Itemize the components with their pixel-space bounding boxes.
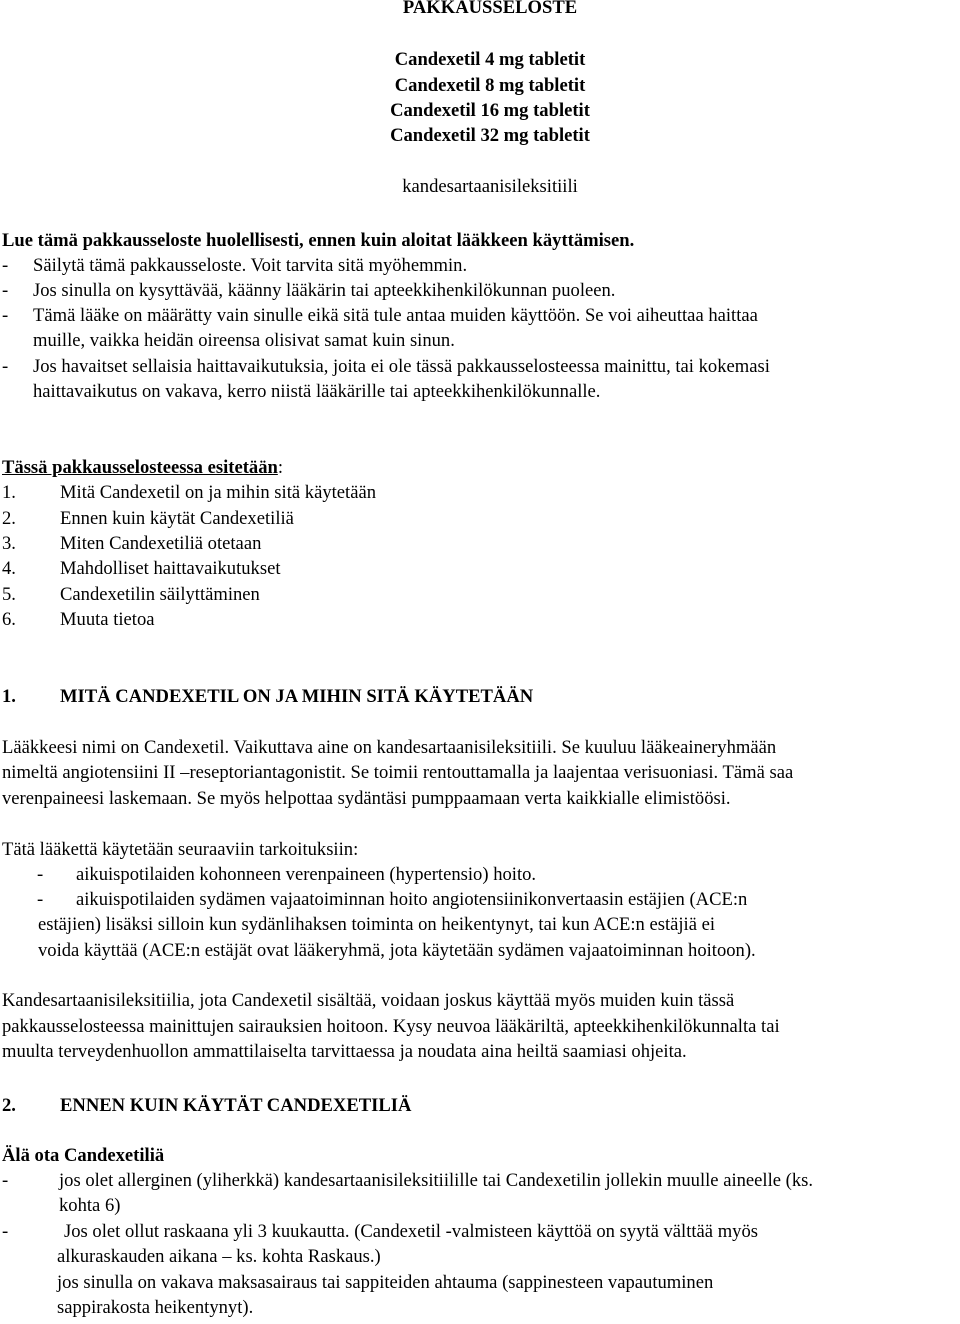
contraindication-1-cont: kohta 6) [59, 1195, 121, 1216]
intro-bullet-1-text: Säilytä tämä pakkausseloste. Voit tarvita sitä myöhemmin. [33, 255, 468, 276]
intro-heading: Lue tämä pakkausseloste huolellisesti, ennen kuin aloitat lääkkeen käyttämisen. [2, 230, 635, 251]
bullet-dash: - [37, 889, 44, 910]
bullet-dash: - [2, 356, 9, 377]
section-1-para-1-line-1: Lääkkeesi nimi on Candexetil. Vaikuttava aine on kandesartaanisileksitiili. Se kuuluu lääkeaineryhmään [2, 737, 777, 758]
intro-bullet-3 [2, 305, 758, 327]
contraindication-3: jos sinulla on vakava maksasairaus tai sappiteiden ahtauma (sappinesteen vapautuminen [57, 1272, 714, 1293]
toc-item-number: 2. [2, 508, 16, 529]
bullet-dash: - [2, 1221, 9, 1242]
section-1-para-1-line-2: nimeltä angiotensiini II –reseptoriantagonistit. Se toimii rentouttamalla ja laajentaa verisuoniasi. Tämä saa [2, 762, 794, 783]
intro-bullet-4-cont: haittavaikutus on vakava, kerro niistä lääkärille tai apteekkihenkilökunnalle. [33, 381, 601, 402]
product-name-32mg: Candexetil 32 mg tabletit [390, 125, 590, 146]
use-item-1-text: aikuispotilaiden kohonneen verenpaineen (hypertensio) hoito. [76, 864, 537, 885]
contraindications-heading: Älä ota Candexetiliä [2, 1145, 165, 1166]
toc-item [2, 558, 281, 580]
toc-item [2, 533, 261, 555]
document-title: PAKKAUSSELOSTE [402, 0, 578, 18]
product-name-16mg: Candexetil 16 mg tabletit [390, 100, 590, 121]
intro-bullet-2 [2, 280, 615, 302]
section-2-heading [2, 1095, 411, 1117]
bullet-dash: - [2, 1170, 9, 1191]
intro-bullet-1 [2, 255, 467, 277]
section-1-para-2: Tätä lääkettä käytetään seuraaviin tarkoituksiin: [2, 839, 359, 860]
toc-item-text: Candexetilin säilyttäminen [60, 584, 260, 605]
product-name-4mg: Candexetil 4 mg tabletit [394, 49, 586, 70]
toc-item [2, 584, 260, 606]
toc-item-text: Mitä Candexetil on ja mihin sitä käytetään [60, 482, 377, 503]
toc-item-number: 6. [2, 609, 16, 630]
section-2-title: ENNEN KUIN KÄYTÄT CANDEXETILIÄ [60, 1095, 412, 1116]
contraindication-2-text: Jos olet ollut raskaana yli 3 kuukautta. (Candexetil -valmisteen käyttöä on syytä välttää myös [64, 1221, 758, 1242]
toc-item-text: Ennen kuin käytät Candexetiliä [60, 508, 294, 529]
toc-item-number: 5. [2, 584, 16, 605]
section-1-heading [2, 686, 533, 708]
toc-heading-text: Tässä pakkausselosteessa esitetään [2, 457, 278, 478]
toc-item-number: 4. [2, 558, 16, 579]
bullet-dash: - [2, 305, 9, 326]
contraindication-1-text: jos olet allerginen (yliherkkä) kandesartaanisileksitiilille tai Candexetilin jollekin muulle aineelle (ks. [59, 1170, 814, 1191]
section-1-title: MITÄ CANDEXETIL ON JA MIHIN SITÄ KÄYTETÄÄN [60, 686, 534, 707]
intro-bullet-2-text: Jos sinulla on kysyttävää, käänny lääkärin tai apteekkihenkilökunnan puoleen. [33, 280, 616, 301]
toc-item [2, 482, 376, 504]
contraindication-3-cont: sappirakosta heikentynyt). [57, 1297, 254, 1318]
bullet-dash: - [2, 280, 9, 301]
use-item-2 [37, 889, 747, 911]
bullet-dash: - [2, 255, 9, 276]
section-1-number: 1. [2, 686, 16, 707]
active-substance: kandesartaanisileksitiili [402, 176, 578, 197]
product-name-8mg: Candexetil 8 mg tabletit [394, 75, 586, 96]
use-item-2-cont-2: voida käyttää (ACE:n estäjät ovat lääkeryhmä, jota käytetään sydämen vajaatoiminnan hoitoon). [38, 940, 756, 961]
toc-item-text: Miten Candexetiliä otetaan [60, 533, 262, 554]
use-item-2-cont-1: estäjien) lisäksi silloin kun sydänlihaksen toiminta on heikentynyt, tai kun ACE:n estäjiä ei [38, 914, 716, 935]
intro-bullet-3-cont: muille, vaikka heidän oireensa olisivat samat kuin sinun. [33, 330, 455, 351]
toc-item [2, 609, 155, 631]
section-1-para-1-line-3: verenpaineesi laskemaan. Se myös helpottaa sydäntäsi pumppaamaan verta kaikkialle elimistöösi. [2, 788, 731, 809]
toc-item-number: 1. [2, 482, 16, 503]
intro-bullet-3-text: Tämä lääke on määrätty vain sinulle eikä sitä tule antaa muiden käyttöön. Se voi aiheuttaa haittaa [33, 305, 758, 326]
intro-bullet-4-text: Jos havaitset sellaisia haittavaikutuksia, joita ei ole tässä pakkausselosteessa mainittu, tai kokemasi [33, 356, 770, 377]
contraindication-2-cont: alkuraskauden aikana – ks. kohta Raskaus.) [57, 1246, 381, 1267]
use-item-2-text: aikuispotilaiden sydämen vajaatoiminnan hoito angiotensiinikonvertaasin estäjien (ACE:n [76, 889, 748, 910]
intro-bullet-4 [2, 356, 770, 378]
contraindication-1 [2, 1170, 813, 1192]
section-1-para-3-line-2: pakkausselosteessa mainittujen sairauksien hoitoon. Kysy neuvoa lääkäriltä, apteekkihenkilökunnalta tai [2, 1016, 780, 1037]
section-1-para-3-line-3: muulta terveydenhuollon ammattilaiselta tarvittaessa ja noudata aina heiltä saamiasi ohjeita. [2, 1041, 687, 1062]
toc-item [2, 508, 294, 530]
contraindication-2 [2, 1221, 758, 1243]
section-1-para-3-line-1: Kandesartaanisileksitiilia, jota Candexetil sisältää, voidaan joskus käyttää myös muiden kuin tässä [2, 990, 735, 1011]
toc-item-number: 3. [2, 533, 16, 554]
toc-item-text: Muuta tietoa [60, 609, 155, 630]
section-2-number: 2. [2, 1095, 16, 1116]
toc-heading-colon: : [277, 457, 284, 478]
bullet-dash: - [37, 864, 44, 885]
use-item-1 [37, 864, 536, 886]
toc-item-text: Mahdolliset haittavaikutukset [60, 558, 281, 579]
toc-heading [2, 457, 283, 479]
